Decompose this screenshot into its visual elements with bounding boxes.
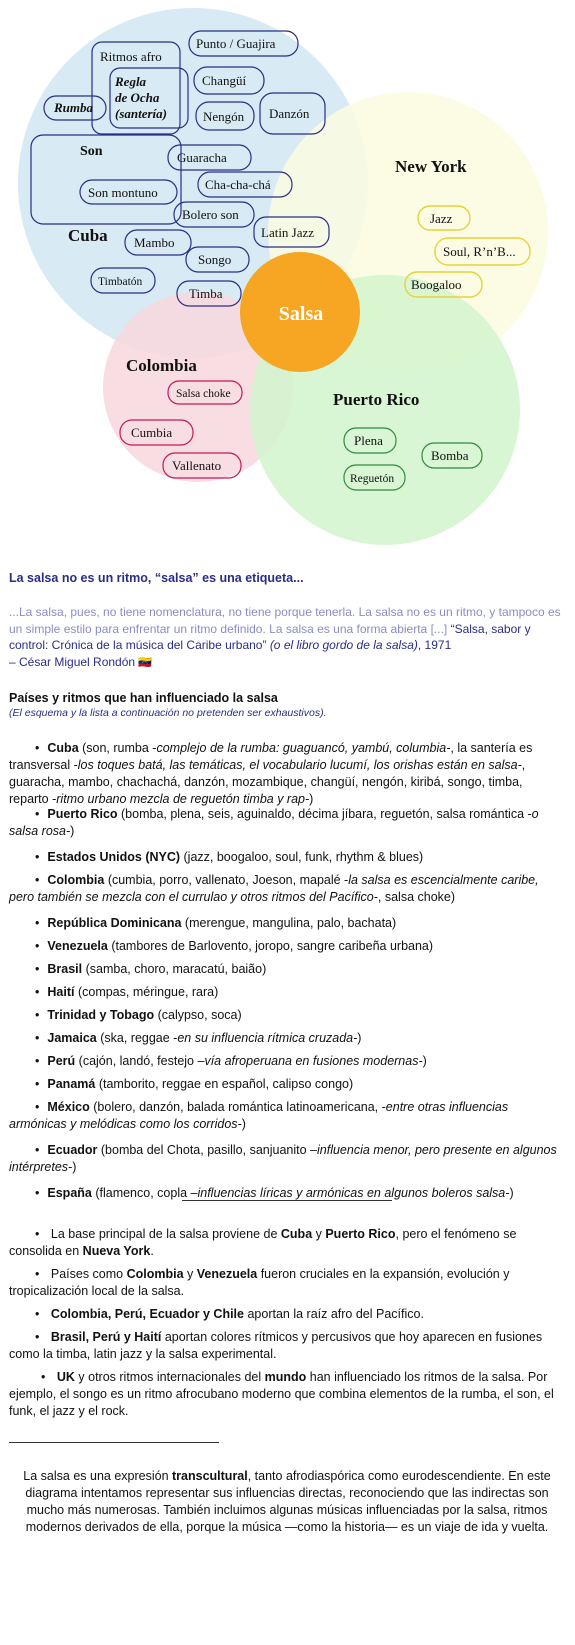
country-rhythms: , salsa choke) [377,890,456,904]
son-montuno-label: Son montuno [88,185,158,200]
country-rhythms: ) [241,1117,246,1131]
country-note: entre otras influencias armónicas y melódicas como los corridos- [9,1100,509,1131]
new-york-title: New York [395,157,467,176]
country-item [9,984,565,1001]
separator-line-2 [9,1442,219,1443]
bolero-son-label: Bolero son [182,207,239,222]
timbaton-label: Timbatón [98,276,143,288]
regueton-label: Reguetón [350,473,395,485]
venezuela-flag-icon: 🇻🇪 [138,656,153,669]
country-rhythms: ) [70,824,75,838]
salsa-title: Salsa [278,303,324,325]
country-note: la salsa es escencialmente caribe, pero también se mezcla con el currulao y otros ritmos del Pacífico- [9,873,539,904]
plena-label: Plena [354,433,383,448]
country-item [9,1007,565,1024]
vallenato-label: Vallenato [172,458,222,473]
country-item [9,740,565,808]
quote-year: , 1971 [417,638,452,652]
danzon-label: Danzón [269,106,310,121]
country-rhythms: (tamborito, reggae en español, calipso congo) [95,1077,354,1091]
country-name: Panamá [47,1077,96,1091]
closing-paragraph: La salsa es una expresión transcultural, tanto afrodiaspórica como eurodescendiente. En este diagrama intentamos representar sus influencias directas, reconociendo que las indirectas son mucho más numerosas. También incluimos algunas músicas influenciadas por la salsa, ritmos modernos derivados de ella, porque la música —como la historia— es un viaje de ida y vuelta. [23,1469,551,1534]
country-note: influencia menor, pero presente en algunos intérpretes- [9,1143,557,1174]
country-rhythms: (bomba, plena, seis, aguinaldo, décima jíbara, reguetón, salsa romántica - [117,807,532,821]
rumba-label: Rumba [54,100,94,115]
regla-line1: Regla [115,74,147,89]
cuba-title: Cuba [68,226,108,245]
country-item [9,1076,565,1093]
country-rhythms: ) [509,1186,514,1200]
countries-subheading: (El esquema y la lista a continuación no pretenden ser exhaustivos). [9,707,327,719]
country-rhythms: (bomba del Chota, pasillo, sanjuanito – [97,1143,317,1157]
country-rhythms: ) [357,1031,362,1045]
country-item [9,1099,565,1133]
country-note: o salsa rosa- [9,807,539,838]
quote-book-note: (o el libro gordo de la salsa) [269,638,418,652]
country-item [9,1053,565,1070]
quote-author: – César Miguel Rondón [9,654,136,669]
country-name: México [47,1100,90,1114]
mambo-label: Mambo [134,235,175,250]
country-name: Colombia [47,873,105,887]
timba-label: Timba [189,286,223,301]
punto-guajira-label: Punto / Guajira [196,36,276,51]
salsa-influence-diagram [0,0,575,560]
intro-quote [9,604,565,671]
country-name: Perú [47,1054,76,1068]
country-rhythms: (compas, méringue, rara) [74,985,219,999]
country-note: ritmo urbano mezcla de reguetón timba y rap- [56,792,310,806]
country-name: Cuba [47,741,79,755]
changui-label: Changüí [202,73,247,88]
note-3: • Colombia, Perú, Ecuador y Chile aportan la raíz afro del Pacífico. [9,1306,565,1323]
salsa-choke-label: Salsa choke [176,388,231,400]
quote-text: ...La salsa, pues, no tiene nomenclatura, no tiene porque tenerla. La salsa no es un ritmo, y tampoco es un simple estilo para enfrentar un ritmo definido. La salsa es una forma abierta [...] [9,605,561,636]
jazz-label: Jazz [430,211,453,226]
country-rhythms: (calypso, soca) [154,1008,242,1022]
country-name: España [47,1186,92,1200]
country-item [9,1142,565,1176]
note-5: • UK y otros ritmos internacionales del mundo han influenciado los ritmos de la salsa. Por ejemplo, el songo es un ritmo afrocubano moderno que combina elementos de la rumba, el son, el funk, el jazz y el rock. [9,1369,565,1420]
cha-cha-cha-label: Cha-cha-chá [205,177,271,192]
quote-book: “Salsa, sabor y control: Crónica de la música del Caribe urbano” [9,621,531,652]
country-name: Trinidad y Tobago [47,1008,155,1022]
country-item [9,961,565,978]
country-rhythms: , guaracha, mambo, chachachá, danzón, mozambique, changüí, nengón, kiribá, songo, timba, reparto - [9,758,526,806]
country-rhythms: ) [309,792,314,806]
country-rhythms: (son, rumba - [78,741,157,755]
country-rhythms: ) [422,1054,427,1068]
countries-heading: Países y ritmos que han influenciado la salsa [9,691,278,705]
bomba-label: Bomba [431,448,469,463]
country-rhythms: (samba, choro, maracatú, baião) [82,962,267,976]
country-name: Estados Unidos (NYC) [47,850,181,864]
country-rhythms: (jazz, boogaloo, soul, funk, rhythm & blues) [180,850,424,864]
country-name: Jamaica [47,1031,97,1045]
country-note: los toques batá, las temáticas, el vocabulario lucumí, los orishas están en salsa- [77,758,522,772]
note-4: • Brasil, Perú y Haití aportan colores rítmicos y percusivos que hoy aparecen en fusiones como la timba, latin jazz y la salsa experimental. [9,1329,565,1363]
country-rhythms: , la santería es transversal - [9,741,533,772]
songo-label: Songo [198,252,232,267]
country-item [9,849,565,866]
nengon-label: Nengón [203,109,245,124]
country-note: en su influencia rítmica cruzada- [177,1031,358,1045]
country-item [9,938,565,955]
regla-line3: (santería) [115,106,167,121]
note-2: • Países como Colombia y Venezuela fueron cruciales en la expansión, evolución y tropicalización local de la salsa. [9,1266,565,1300]
soul-rnb-label: Soul, R’n’B... [443,244,516,259]
country-note: vía afroperuana en fusiones modernas- [204,1054,423,1068]
note-1: • La base principal de la salsa proviene de Cuba y Puerto Rico, pero el fenómeno se consolida en Nueva York. [9,1226,565,1260]
separator-line-1 [182,1200,392,1201]
country-rhythms: (cajón, landó, festejo – [75,1054,205,1068]
country-rhythms: (flamenco, copla – [91,1186,198,1200]
country-item [9,872,565,906]
country-name: República Dominicana [47,916,182,930]
country-item [9,806,565,840]
country-rhythms: (tambores de Barlovento, joropo, sangre caribeña urbana) [107,939,434,953]
country-rhythms: ) [72,1160,77,1174]
country-note: influencias líricas y armónicas en algunos boleros salsa- [197,1186,510,1200]
country-name: Brasil [47,962,83,976]
country-rhythms: (bolero, danzón, balada romántica latinoamericana, - [89,1100,386,1114]
intro-title: La salsa no es un ritmo, “salsa” es una etiqueta... [9,571,304,585]
ritmos-afro-label: Ritmos afro [100,49,162,64]
cumbia-label: Cumbia [131,425,173,440]
regla-line2: de Ocha [115,90,160,105]
country-rhythms: (merengue, mangulina, palo, bachata) [181,916,397,930]
country-rhythms: (ska, reggae - [96,1031,178,1045]
latin-jazz-label: Latin Jazz [261,225,315,240]
country-rhythms: (cumbia, porro, vallenato, Joeson, mapalé - [104,873,349,887]
country-name: Venezuela [47,939,108,953]
country-name: Puerto Rico [47,807,118,821]
puerto-rico-title: Puerto Rico [333,390,420,409]
colombia-title: Colombia [126,356,197,375]
guaracha-label: Guaracha [177,150,227,165]
son-label: Son [80,144,103,159]
country-note: complejo de la rumba: guaguancó, yambú, columbia- [156,741,451,755]
country-name: Haití [47,985,75,999]
boogaloo-label: Boogaloo [411,277,462,292]
country-item [9,1030,565,1047]
country-item [9,915,565,932]
country-name: Ecuador [47,1143,98,1157]
